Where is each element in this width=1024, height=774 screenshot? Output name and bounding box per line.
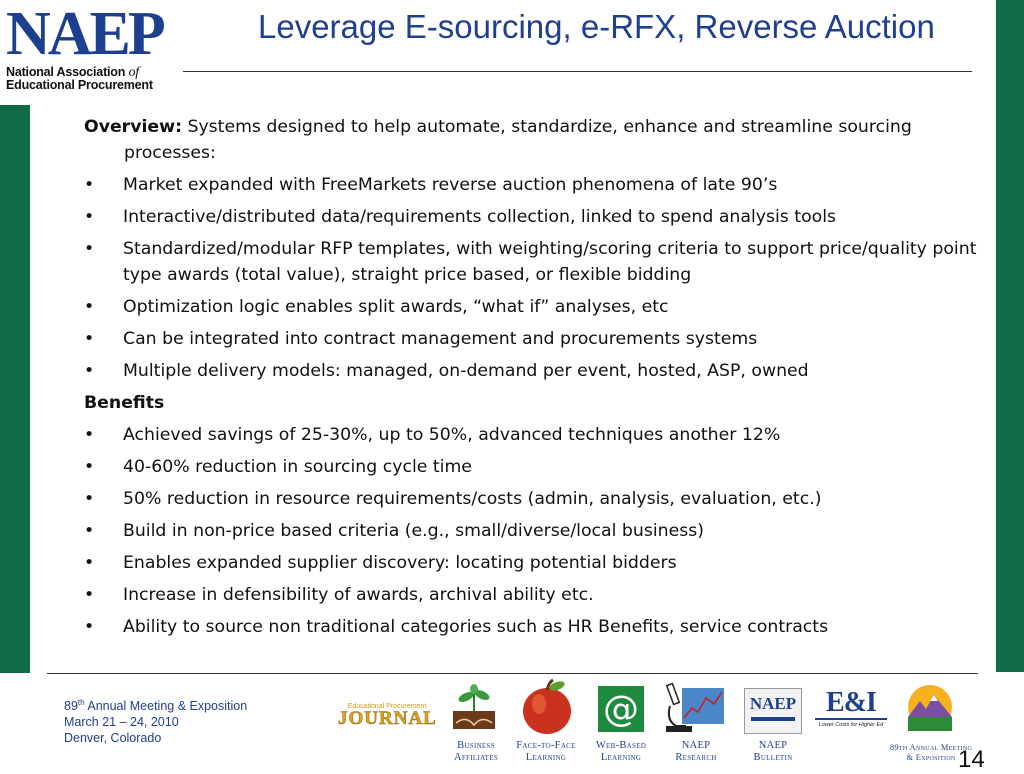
bullet-marker: • xyxy=(84,297,95,317)
footer-meeting-line xyxy=(64,698,247,714)
footer-location: Denver, Colorado xyxy=(64,731,162,745)
overview-bullet-item xyxy=(84,294,994,320)
journal-logo xyxy=(338,703,436,728)
benefits-bullet-item xyxy=(84,486,994,512)
logo-of: of xyxy=(128,65,139,80)
benefits-bullet-item xyxy=(84,518,994,544)
bullet-marker: • xyxy=(84,585,95,605)
naep-bulletin-caption: NAEP Bulletin xyxy=(753,740,793,763)
ei-logo-tagline: Lower Costs for Higher Ed xyxy=(815,718,887,728)
ei-logo-mark: E&I xyxy=(826,687,876,718)
logo-subtitle xyxy=(6,66,178,92)
footer-divider xyxy=(47,673,978,674)
bulletin-icon-mark: NAEP xyxy=(749,694,797,713)
benefits-bullet-text: 40-60% reduction in sourcing cycle time xyxy=(123,457,472,477)
bulletin-icon xyxy=(744,688,802,734)
right-green-bar xyxy=(996,0,1024,672)
logo-line2: Educational Procurement xyxy=(6,78,153,92)
footer-dates: March 21 – 24, 2010 xyxy=(64,715,179,729)
plant-icon xyxy=(450,683,498,731)
benefits-bullet-list xyxy=(84,422,994,640)
bullet-marker: • xyxy=(84,521,95,541)
svg-text:@: @ xyxy=(603,689,639,730)
footer-meeting-info xyxy=(64,698,247,746)
bullet-marker: • xyxy=(84,457,95,477)
overview-bullet-text: Optimization logic enables split awards, “what if” analyses, etc xyxy=(123,297,669,317)
web-based-caption: Web-Based Learning xyxy=(595,740,647,763)
benefits-bullet-item xyxy=(84,454,994,480)
overview-text: Systems designed to help automate, standardize, enhance and streamline sourcing processes: xyxy=(124,117,912,163)
overview-bullet-text: Can be integrated into contract management and procurements systems xyxy=(123,329,758,349)
overview-bullet-text: Market expanded with FreeMarkets reverse auction phenomena of late 90’s xyxy=(123,175,778,195)
bullet-marker: • xyxy=(84,553,95,573)
benefits-bullet-item xyxy=(84,422,994,448)
bullet-marker: • xyxy=(84,239,95,259)
benefits-label: Benefits xyxy=(84,393,165,413)
slide-title: Leverage E-sourcing, e-RFX, Reverse Auction xyxy=(258,8,935,45)
left-green-bar xyxy=(0,105,30,673)
overview-bullet-item xyxy=(84,326,994,352)
footer-meeting-number: 89 xyxy=(64,699,78,713)
journal-logo-main: JOURNAL xyxy=(338,708,437,729)
bullet-marker: • xyxy=(84,425,95,445)
footer-meeting-suffix: th xyxy=(77,698,85,707)
overview-bullet-text: Multiple delivery models: managed, on-demand per event, hosted, ASP, owned xyxy=(123,361,809,381)
journal-logo-top: Educational Procurement xyxy=(347,703,427,710)
at-sign-icon xyxy=(597,685,645,733)
logo-line1: National Association xyxy=(6,65,129,79)
microscope-icon xyxy=(664,680,726,736)
overview-bullet-item xyxy=(84,236,994,288)
overview-bullet-item xyxy=(84,172,994,198)
overview-bullet-text: Standardized/modular RFP templates, with weighting/scoring criteria to support price/quality point type awards (total value), straight price based, or flexible bidding xyxy=(123,239,977,285)
benefits-bullet-text: Build in non-price based criteria (e.g., small/diverse/local business) xyxy=(123,521,704,541)
overview-bullet-list xyxy=(84,172,994,384)
overview-bullet-item xyxy=(84,204,994,230)
face-to-face-caption: Face-to-Face Learning xyxy=(516,740,576,763)
business-affiliates-caption: Business Affiliates xyxy=(453,740,499,763)
benefits-bullet-item xyxy=(84,582,994,608)
benefits-bullet-text: Achieved savings of 25-30%, up to 50%, advanced techniques another 12% xyxy=(123,425,781,445)
naep-research-caption: NAEP Research xyxy=(675,740,717,763)
overview-bullet-item xyxy=(84,358,994,384)
page-number: 14 xyxy=(958,746,985,773)
slide-content xyxy=(84,114,994,640)
bullet-marker: • xyxy=(84,489,95,509)
logo-mark: NAEP xyxy=(6,0,163,68)
title-divider xyxy=(183,71,972,72)
ei-logo xyxy=(815,688,887,734)
benefits-bullet-item xyxy=(84,614,994,640)
benefits-bullet-item xyxy=(84,550,994,576)
benefits-bullet-text: Increase in defensibility of awards, archival ability etc. xyxy=(123,585,594,605)
bullet-marker: • xyxy=(84,329,95,349)
overview-bullet-text: Interactive/distributed data/requirements collection, linked to spend analysis tools xyxy=(123,207,837,227)
bullet-marker: • xyxy=(84,175,95,195)
benefits-bullet-text: Enables expanded supplier discovery: locating potential bidders xyxy=(123,553,677,573)
overview-label: Overview: xyxy=(84,117,182,137)
bullet-marker: • xyxy=(84,617,95,637)
benefits-bullet-text: 50% reduction in resource requirements/costs (admin, analysis, evaluation, etc.) xyxy=(123,489,822,509)
annual-meeting-caption: 89th Annual Meeting & Exposition xyxy=(889,742,973,762)
apple-icon xyxy=(521,678,573,736)
naep-logo xyxy=(6,0,178,92)
footer-meeting-text: Annual Meeting & Exposition xyxy=(84,699,248,713)
bullet-marker: • xyxy=(84,207,95,227)
benefits-bullet-text: Ability to source non traditional categories such as HR Benefits, service contracts xyxy=(123,617,829,637)
overview-paragraph xyxy=(84,114,994,166)
mountain-sun-icon xyxy=(906,683,954,735)
bullet-marker: • xyxy=(84,361,95,381)
benefits-heading xyxy=(84,390,994,416)
